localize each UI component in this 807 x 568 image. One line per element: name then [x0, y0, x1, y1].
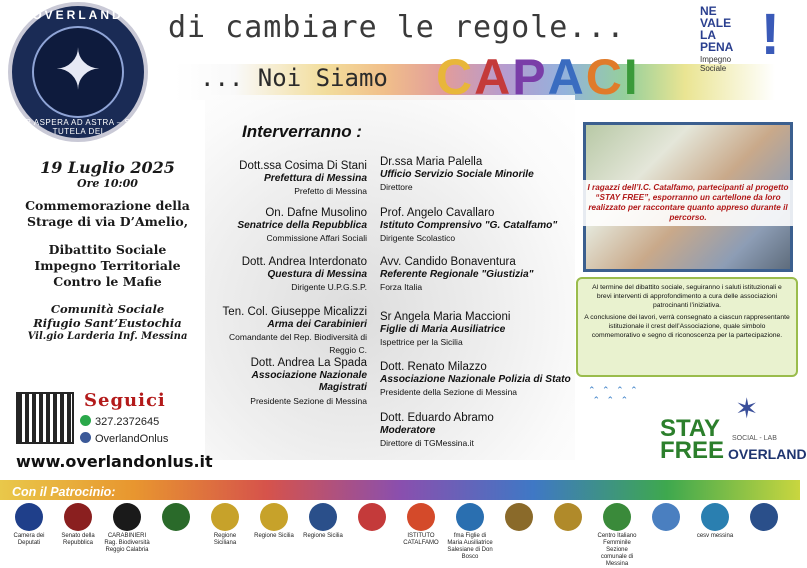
capaci-letter: I [623, 49, 640, 105]
sponsor-logo [496, 503, 542, 555]
stayfree-logo-text: STAY FREE [660, 415, 725, 464]
whatsapp-icon [80, 415, 91, 426]
sponsor-label: Regione Sicilia [303, 533, 343, 539]
sponsor-emblem-icon [211, 503, 239, 531]
speaker-entry: Dott. Eduardo Abramo Moderatore Direttore di TGMessina.it [380, 412, 494, 448]
event-place: Vil.gio Larderia Inf. Messina [27, 331, 188, 342]
sponsor-logo [55, 503, 101, 555]
sponsor-emblem-icon [162, 503, 190, 531]
sponsor-emblem-icon [750, 503, 778, 531]
headline-line2: ... Noi Siamo [200, 64, 388, 92]
badge-line: NE [700, 4, 717, 18]
capaci-letter: C [436, 49, 475, 105]
birds-icon: ⌃ ⌃ ⌃ ⌃ ⌃ ⌃ ⌃ [588, 385, 640, 405]
sponsor-logo [643, 503, 689, 555]
sponsor-label: Senato della Repubblica [61, 533, 95, 546]
event-place: Comunità Sociale [50, 302, 165, 316]
sponsor-label: cesv messina [696, 533, 734, 539]
event-line: Impegno Territoriale [34, 258, 181, 273]
sponsor-logo [741, 503, 787, 555]
sponsor-label: Centro Italiano Femminile Sezione comunale di Messina [597, 533, 637, 567]
sponsor-emblem-icon [358, 503, 386, 531]
speakers-title: Interverranno : [242, 122, 362, 141]
sponsor-emblem-icon [603, 503, 631, 531]
sponsor-emblem-icon [456, 503, 484, 531]
event-info [10, 158, 205, 344]
social-lab-label: SOCIAL - LAB [732, 435, 777, 442]
event-line: Strage di via D’Amelio, [26, 214, 189, 229]
sponsor-logo [692, 503, 738, 555]
speaker-entry: Prof. Angelo Cavallaro Istituto Comprensivo "G. Catalfamo" Dirigente Scolastico [380, 207, 558, 243]
headline-capaci [436, 48, 640, 106]
ne-vale-la-pena-badge [700, 2, 780, 80]
event-line: Commemorazione della [25, 198, 190, 213]
sponsor-label: fma Figlie di Maria Ausiliatrice Salesiane di Don Bosco [447, 533, 493, 560]
sponsor-label: CARABINIERI Rag. Biodiversità Reggio Calabria [104, 533, 150, 553]
facebook-icon [80, 432, 91, 443]
sponsor-emblem-icon [260, 503, 288, 531]
qr-code[interactable] [16, 392, 74, 444]
closing-paragraph: A conclusione dei lavori, verrà consegnato a ciascun rappresentante istituzionale il crest dell’Associazione, quale simbolo commemorativo e segno di riconoscenza per la partecipazione. [584, 314, 790, 339]
sponsor-logo [104, 503, 150, 555]
sponsor-emblem-icon [309, 503, 337, 531]
speaker-entry: Dr.ssa Maria Palella Ufficio Servizio Sociale Minorile Direttore [380, 156, 534, 192]
sponsor-label: ISTITUTO CATALFAMO [403, 533, 439, 546]
event-place: Rifugio Sant’Eustochia [33, 316, 182, 330]
closing-paragraph: Al termine del dibattito sociale, seguiranno i saluti istituzionali e brevi interventi di approfondimento a cura delle associazioni patrocinanti l’iniziativa. [592, 284, 782, 309]
logo-motto: PER ASPERA AD ASTRA – SUB TUTELA DEI [13, 118, 143, 136]
badge-line: PENA [700, 40, 734, 54]
social-contact[interactable]: OverlandOnlus [80, 432, 168, 445]
sponsor-emblem-icon [407, 503, 435, 531]
sponsor-logo [447, 503, 493, 560]
event-line: Dibattito Sociale [48, 242, 167, 257]
follow-label: Seguici [84, 390, 166, 411]
sponsor-logo [202, 503, 248, 555]
event-date: 19 Luglio 2025 [40, 158, 175, 177]
sponsor-emblem-icon [652, 503, 680, 531]
compass-star-icon: ✶ [735, 393, 759, 424]
patronage-bar [0, 480, 800, 500]
sponsor-logo [6, 503, 52, 555]
speaker-entry: Dott. Renato Milazzo Associazione Nazionale Polizia di Stato Presidente della Sezione di Messina [380, 361, 571, 397]
sponsor-logo [349, 503, 395, 555]
photo-caption: I ragazzi dell’I.C. Catalfamo, partecipanti al progetto “STAY FREE”, esporranno un cartellone da loro realizzato per raccontare quanto appreso durante il percorso. [583, 180, 793, 226]
capaci-letter: C [585, 49, 624, 105]
sponsor-logo [594, 503, 640, 567]
sponsor-emblem-icon [15, 503, 43, 531]
speaker-entry: Dott.ssa Cosima Di Stani Prefettura di Messina Prefetto di Messina [239, 160, 367, 196]
sponsor-logo [251, 503, 297, 555]
closing-info-box [576, 277, 798, 377]
sponsor-label: Regione Siciliana [213, 533, 237, 546]
headline-line1: di cambiare le regole... [168, 10, 626, 45]
sponsor-label: Camera dei Deputati [13, 533, 45, 546]
capaci-letter: P [512, 49, 548, 105]
event-time: Ore 10:00 [77, 177, 138, 190]
sponsor-logo [153, 503, 199, 555]
speaker-entry: Sr Angela Maria Maccioni Figlie di Maria Ausiliatrice Ispettrice per la Sicilia [380, 311, 511, 347]
sponsor-emblem-icon [554, 503, 582, 531]
badge-line: LA [700, 28, 716, 42]
exclamation-icon: ! [760, 2, 780, 67]
speaker-entry: Dott. Andrea La Spada Associazione Nazionale Magistrati Presidente Sezione di Messina [250, 357, 367, 406]
sponsor-logo [300, 503, 346, 555]
capaci-letter: A [474, 49, 513, 105]
badge-line: VALE [700, 16, 732, 30]
sponsor-emblem-icon [701, 503, 729, 531]
sponsor-logo [398, 503, 444, 555]
sponsor-emblem-icon [64, 503, 92, 531]
overland-label: OVERLAND [728, 446, 807, 462]
event-line: Contro le Mafie [53, 274, 162, 289]
speaker-entry: Ten. Col. Giuseppe Micalizzi Arma dei Carabinieri Comandante del Rep. Biodiversità di Reggio C. [222, 306, 367, 355]
website-link[interactable]: www.overlandonlus.it [16, 452, 213, 471]
sponsor-emblem-icon [505, 503, 533, 531]
logo-name: OVERLAND [32, 8, 124, 22]
phone-contact[interactable]: 327.2372645 [80, 415, 159, 428]
sponsor-label: Regione Sicilia [254, 533, 294, 539]
sponsor-emblem-icon [113, 503, 141, 531]
speaker-entry: Avv. Candido Bonaventura Referente Regionale "Giustizia" Forza Italia [380, 256, 534, 292]
patronage-title: Con il Patrocinio: [12, 485, 116, 499]
capaci-letter: A [547, 49, 586, 105]
compass-star-icon: ✦ [54, 38, 102, 101]
speaker-entry: On. Dafne Musolino Senatrice della Repubblica Commissione Affari Sociali [237, 207, 367, 243]
sponsor-logo [545, 503, 591, 555]
badge-sub: Impegno Sociale [700, 55, 732, 73]
speaker-entry: Dott. Andrea Interdonato Questura di Messina Dirigente U.P.G.S.P. [241, 256, 367, 292]
